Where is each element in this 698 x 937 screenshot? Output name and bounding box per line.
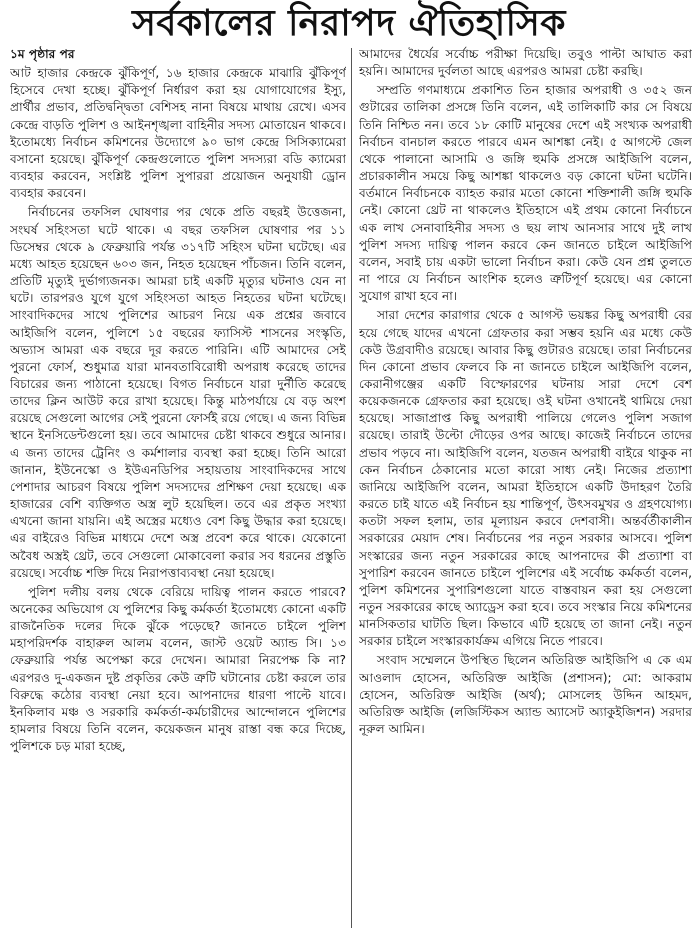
headline: সর্বকালের নিরাপদ ঐতিহাসিক xyxy=(132,3,566,44)
body-paragraph: সংবাদ সম্মেলনে উপস্থিত ছিলেন অতিরিক্ত আইজিপি এ কে এম আওলাদ হোসেন, অতিরিক্ত আইজি (প্রশাসন); মো: আকরাম হোসেন, অতিরিক্ত আইজি (অর্থ); মোসলেহ উদ্দিন আহমদ, অতিরিক্ত আইজি (লজিস্টিকস অ্যান্ড অ্যাসেট অ্যাকুইজিশন) সরদার নূরুল আমিন। xyxy=(359,653,692,737)
body-paragraph: সারা দেশের কারাগার থেকে ৫ আগস্ট ভয়ঙ্কর কিছু অপরাধী বের হয়ে গেছে যাদের এখনো গ্রেফতার করা সম্ভব হয়নি এর মধ্যে কেউ কেউ উগ্রবাদীও রয়েছে। আবার কিছু গুটারও রয়েছে। তারা নির্বাচনের দিন কোনো প্রভাব ফেলবে কি না জানতে চাইলে আইজিপি বলেন, কেরানীগঞ্জের একটি বিস্ফোরণের ঘটনায় সারা দেশে বেশ কয়েকজনকে গ্রেফতার করা হয়েছে। ওই ঘটনা ওখানেই থামিয়ে দেয়া হয়েছে। সাজাপ্রাপ্ত কিছু অপরাধী পালিয়ে গেলেও পুলিশ সজাগ রয়েছে। তারাই উল্টো দৌড়ের ওপর আছে। কাজেই নির্বাচনে তাদের প্রভাব পড়বে না। আইজিপি বলেন, যতজন অপরাধী বাইরে থাকুক না কেন নির্বাচন ঠেকানোর মতো কারো সাধ্য নেই। নিজের প্রত্যাশা জানিয়ে আইজিপি বলেন, আমরা ইতিহাসে একটি উদাহরণ তৈরি করতে চাই যাতে এই নির্বাচন হয় শান্তিপূর্ণ, উৎসবমুখর ও গ্রহণযোগ্য। কতটা সফল হলাম, তার মূল্যায়ন করবে দেশবাসী। অন্তর্বর্তীকালীন সরকারের মেয়াদ শেষ। নির্বাচনের পর নতুন সরকার আসবে। পুলিশ সংস্কারের জন্য নতুন সরকারের কাছে আপনাদের কী প্রত্যাশা বা সুপারিশ করবেন জানতে চাইলে পুলিশের এই সর্বোচ্চ কর্মকর্তা বলেন, পুলিশ কমিশনের সুপারিশগুলো যাতে বাস্তবায়ন করা হয় সেগুলো নতুন সরকারের কাছে অ্যাড্রেস করা হবে। তবে সংস্কার নিয়ে কমিশনের মানসিকতার ঘাটতি ছিল। কিভাবে এটি হয়েছে তা জানা নেই। নতুন সরকার চাইলে সংস্কারকার্যক্রম এগিয়ে নিতে পারবে। xyxy=(359,308,692,649)
body-paragraph: আট হাজার কেন্দ্রকে ঝুঁকিপূর্ণ, ১৬ হাজার কেন্দ্রকে মাঝারি ঝুঁকিপূর্ণ হিসেবে দেখা হচ্ছে। ঝুঁকিপূর্ণ নির্ধারণ করা হয় যোগাযোগের ইস্যু, প্রার্থীর প্রভাব, প্রতিদ্বন্দ্বিতা বেশিসহ নানা বিষয়ে মাথায় রেখে। এসব কেন্দ্রে বাড়তি পুলিশ ও আইনশৃঙ্খলা বাহিনীর সদস্য মোতায়েন থাকবে। ইতোমধ্যে নির্বাচন কমিশনের উদ্যোগে ৯০ ভাগ কেন্দ্রে সিসিক্যামেরা বসানো হয়েছে। ঝুঁকিপূর্ণ কেন্দ্রগুলোতে পুলিশ সদস্যরা বডি ক্যামেরা ব্যবহার করবেন, সংশ্লিষ্ট পুলিশ সুপাররা প্রয়োজন অনুযায়ী ড্রোন ব্যবহার করবেন। xyxy=(10,66,346,201)
continued-from-kicker: ১ম পৃষ্ঠার পর xyxy=(10,47,75,61)
body-paragraph: আমাদের ধৈর্যের সর্বোচ্চ পরীক্ষা দিয়েছি। তবুও পাল্টা আঘাত করা হয়নি। আমাদের দুর্বলতা আছে এরপরও আমরা চেষ্টা করছি। xyxy=(359,47,692,79)
body-paragraph: সম্প্রতি গণমাধ্যমে প্রকাশিত তিন হাজার অপরাধী ও ৩৫২ জন গুটারের তালিকা প্রসঙ্গে তিনি বলেন, এই তালিকাটি কার সে বিষয়ে তিনি নিশ্চিত নন। তবে ১৮ কোটি মানুষের দেশে এই সংখ্যক অপরাধী নির্বাচন বানচাল করতে পারবে এমন আশঙ্কা নেই। ৫ আগস্টে জেল থেকে পালানো আসামি ও জঙ্গি হুমকি প্রসঙ্গে আইজিপি বলেন, প্রচারকালীন সময়ে কিছু আশঙ্কা থাকলেও বড় কোনো ঘটনা ঘটেনি। বর্তমানে নির্বাচনকে ব্যাহত করার মতো কোনো শক্তিশালী জঙ্গি হুমকি নেই। কোনো থ্রেট না থাকলেও ইতিহাসে এই প্রথম কোনো নির্বাচনে এক লাখ সেনাবাহিনীর সদস্য ও ছয় লাখ আনসার সাথে দুই লাখ পুলিশ সদস্য দায়িত্ব পালন করবে কেন জানতে চাইলে আইজিপি বলেন, সবাই চায় একটা ভালো নির্বাচন করা। কেউ যেন প্রশ্ন তুলতে না পারে যে নির্বাচন আংশিক হলেও ত্রুটিপূর্ণ হয়েছে। এর কোনো সুযোগ রাখা হবে না। xyxy=(359,83,692,304)
right-column xyxy=(359,46,692,930)
body-paragraph: পুলিশ দলীয় বলয় থেকে বেরিয়ে দায়িত্ব পালন করতে পারবে? অনেকের অভিযোগ যে পুলিশের কিছু কর্মকর্তা ইতোমধ্যে কোনো একটি রাজনৈতিক দলের দিকে ঝুঁকে পড়েছে? জানতে চাইলে পুলিশ মহাপরিদর্শক বাহারুল আলম বলেন, জাস্ট ওয়েট অ্যান্ড সি। ১৩ ফেব্রুয়ারি পর্যন্ত অপেক্ষা করে দেখেন। আমারা নিরপেক্ষ কি না? এরপরও দু-একজন দুষ্ট প্রকৃতির কেউ ত্রুটি ঘটানোর চেষ্টা করলে তার বিরুদ্ধে কঠোর ব্যবস্থা নেয়া হবে। আপনাদের ধারণা পাল্টে যাবে। ইনকিলাব মঞ্চ ও সরকারি কর্মকর্তা-কর্মচারীদের আন্দোলনে পুলিশের হামলার বিষয়ে তিনি বলেন, কয়েকজন মানুষ রাস্তা বন্ধ করে দিচ্ছে, পুলিশকে চড় মারা হচ্ছে, xyxy=(10,584,346,754)
column-divider xyxy=(351,48,352,928)
left-column xyxy=(10,46,346,930)
body-paragraph: নির্বাচনের তফসিল ঘোষণার পর থেকে প্রতি বছরই উত্তেজনা, সংঘর্ষ সহিংসতা ঘটে থাকে। এ বছর তফসিল ঘোষণার পর ১১ ডিসেম্বর থেকে ৯ ফেব্রুয়ারি পর্যন্ত ৩১৭টি সহিংস ঘটনা ঘটেছে। এর মধ্যে আহত হয়েছেন ৬০৩ জন, নিহত হয়েছেন পাঁচজন। তিনি বলেন, প্রতিটি মৃত্যুই দুর্ভাগ্যজনক। আমরা চাই একটি মৃত্যুর ঘটনাও যেন না ঘটে। তারপরও যুগে যুগে সহিংসতা আহত নিহতের ঘটনা ঘটেছে। সাংবাদিকদের সাথে পুলিশের আচরণ নিয়ে এক প্রশ্নের জবাবে আইজিপি বলেন, পুলিশে ১৫ বছরের ফ্যাসিস্ট শাসনের সংস্কৃতি, অভ্যাস আমরা এক বছরে দূর করতে পারিনি। এটি আমাদের সেই পুরনো ফোর্স, শুধুমাত্র যারা মানবতাবিরোধী অপরাধ করেছে তাদের বিচারের জন্য পাঠানো হয়েছে। বিগত নির্বাচনে যারা দুর্নীতি করেছে তাদের ক্লিন আউট করে রাখা হয়েছে। কিন্তু মাঠপর্যায়ে যে বড় অংশ রয়েছে সেগুলো আগের সেই পুরনো ফোর্সই রয়ে গেছে। এ জন্য বিভিন্ন স্থানে ইনসিডেন্টগুলো হয়। তবে আমাদের চেষ্টা থাকবে শুধুরে আনার। এ জন্য তাদের ট্রেনিং ও কর্মশালার ব্যবস্থা করা হচ্ছে। তিনি আরো জানান, ইউনেস্কো ও ইউএনডিপির সহায়তায় সাংবাদিকদের সাথে পেশাদার আচরণ বিষয়ে পুলিশ সদস্যদের প্রশিক্ষণ দেয়া হয়েছে। এক হাজারের বেশি ব্যক্তিগত অস্ত্র লুট হয়েছিল। তবে এর প্রকৃত সংখ্যা এখনো জানা যায়নি। এই অস্ত্রের মধ্যেও বেশ কিছু উদ্ধার করা হয়েছে। এর বাইরেও বিভিন্ন মাধ্যমে দেশে অস্ত্র প্রবেশ করে থাকে। যেকোনো অবৈধ অস্ত্রই থ্রেট, তবে সেগুলো মোকাবেলা করার সব ধরনের প্রস্তুতি রয়েছে। সর্বোচ্চ শক্তি দিয়ে নিরাপত্তাব্যবস্থা নেয়া হয়েছে। xyxy=(10,205,346,580)
continuation-paragraph xyxy=(10,46,346,63)
